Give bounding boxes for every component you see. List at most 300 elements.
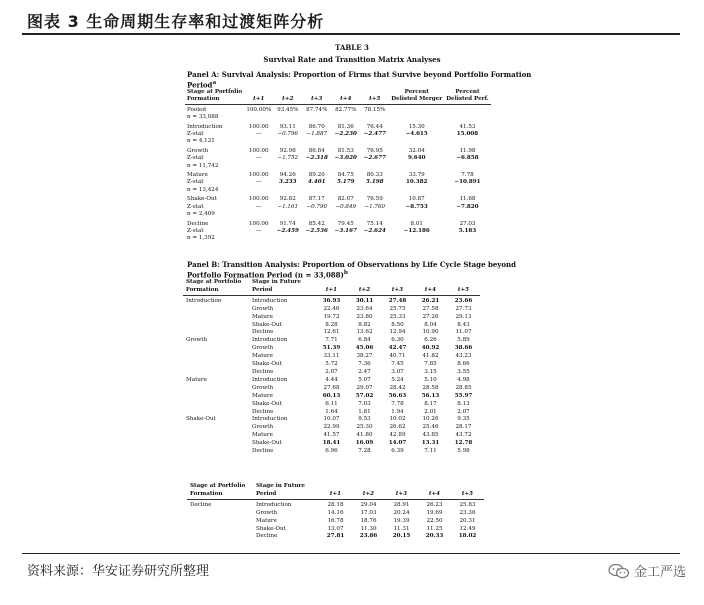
table-cell xyxy=(183,432,249,440)
table-cell xyxy=(183,314,249,322)
table-cell: −1.161 xyxy=(277,203,299,210)
table-cell: 85.42 xyxy=(308,220,325,227)
sample-size: n = 2,409 xyxy=(187,211,215,218)
table-cell: 7.45 xyxy=(391,361,404,368)
future-stage-label: Introduction xyxy=(252,416,288,423)
future-stage-label: Introduction xyxy=(252,376,288,383)
table-cell xyxy=(183,393,249,401)
table-row xyxy=(185,131,491,138)
table-cell: 9.640 xyxy=(407,155,426,162)
table-cell: 8.01 xyxy=(410,220,423,227)
column-header: t+4 xyxy=(331,96,360,104)
table-cell: 89.20 xyxy=(308,172,325,179)
table-cell: 92.98 xyxy=(279,147,296,154)
table-cell: — xyxy=(255,131,262,138)
table-cell: 25.83 xyxy=(459,501,476,508)
table-row xyxy=(185,124,491,131)
table-cell: −7.820 xyxy=(456,203,479,210)
table-cell: −10.891 xyxy=(454,179,481,186)
table-cell: 25.30 xyxy=(356,424,373,431)
column-header: Stage at Portfolio xyxy=(190,483,246,489)
table-cell xyxy=(444,107,491,114)
table-cell: −2.230 xyxy=(334,131,357,138)
table-row xyxy=(183,329,480,337)
table-cell: −2.624 xyxy=(363,227,386,234)
column-header: Delisted Perf. xyxy=(446,96,489,103)
table-cell: 42.47 xyxy=(388,345,407,352)
table-cell: 87.17 xyxy=(308,196,325,203)
table-cell: 20.31 xyxy=(459,517,476,524)
table-cell: 33.79 xyxy=(408,172,425,179)
table-cell: 10.02 xyxy=(389,416,406,423)
column-header xyxy=(302,89,331,96)
table-row xyxy=(185,235,491,242)
table-row xyxy=(185,163,491,170)
table-cell: 25.75 xyxy=(389,305,406,312)
table-cell: 81.53 xyxy=(337,147,354,154)
column-header xyxy=(348,279,381,287)
table-cell: −1.760 xyxy=(364,203,386,210)
table-cell xyxy=(187,510,253,518)
table-cell: −4.615 xyxy=(405,131,428,138)
column-header xyxy=(418,483,451,491)
table-cell: 17.03 xyxy=(360,509,377,516)
table-cell: 1.64 xyxy=(325,408,338,415)
table-cell: 13.62 xyxy=(356,329,373,336)
table-cell: 75.14 xyxy=(366,220,383,227)
row-label: Shake-Out xyxy=(187,196,217,203)
table-row xyxy=(187,510,484,518)
table-row xyxy=(183,424,480,432)
table-cell: 9.53 xyxy=(358,416,371,423)
column-header: t+4 xyxy=(414,287,447,295)
table-cell: 60.13 xyxy=(322,392,341,399)
table-cell: −8.753 xyxy=(405,203,428,210)
future-stage-label: Growth xyxy=(256,509,278,516)
table-row xyxy=(185,187,491,194)
table-cell: 40.71 xyxy=(389,353,406,360)
table-cell: 12.49 xyxy=(459,525,476,532)
table-cell: — xyxy=(255,155,262,162)
table-cell: 18.02 xyxy=(458,533,477,540)
table-cell: −2.318 xyxy=(305,155,328,162)
table-row xyxy=(183,345,480,353)
table-cell: 5.89 xyxy=(457,337,470,344)
row-label: Pooled xyxy=(187,106,206,113)
table-cell: −0.790 xyxy=(306,203,328,210)
table-cell: 45.06 xyxy=(355,345,374,352)
row-label: Decline xyxy=(190,501,212,508)
table-cell: 29.07 xyxy=(356,384,373,391)
column-header: Percent xyxy=(455,89,480,95)
table-cell: 8.04 xyxy=(424,321,437,328)
row-label: Z-stat xyxy=(187,179,204,186)
table-row xyxy=(183,440,480,448)
table-cell xyxy=(183,369,249,377)
sample-size: n = 1,392 xyxy=(187,235,215,242)
future-stage-label: Introduction xyxy=(252,337,288,344)
figure-title: 图表 3 生命周期生存率和过渡矩阵分析 xyxy=(27,12,325,31)
table-cell: — xyxy=(255,227,262,234)
table-cell: −1.887 xyxy=(306,131,328,138)
table-row xyxy=(185,196,491,203)
table-cell: 40.92 xyxy=(421,345,440,352)
column-header: t+2 xyxy=(273,96,302,104)
table-cell: 76.44 xyxy=(366,123,383,130)
table-cell: 23.36 xyxy=(459,509,476,516)
table-cell: 20.15 xyxy=(392,533,411,540)
table-cell: 10.87 xyxy=(408,196,425,203)
table-row xyxy=(185,211,491,218)
table-cell: 5.07 xyxy=(358,376,371,383)
column-header: t+5 xyxy=(451,491,484,499)
table-cell: 100.00% xyxy=(246,106,272,113)
column-header: Period xyxy=(253,491,319,499)
table-cell: 4.98 xyxy=(457,376,470,383)
table-cell: 5.72 xyxy=(325,361,338,368)
table-cell: 43.72 xyxy=(455,432,472,439)
table-cell: 20.33 xyxy=(425,533,444,540)
table-cell: 1.81 xyxy=(358,408,371,415)
table-cell: 94.26 xyxy=(279,172,296,179)
table-cell: 7.78 xyxy=(461,172,474,179)
table-cell: 87.74% xyxy=(306,106,328,113)
column-header xyxy=(447,279,480,287)
column-header: Delisted Merger xyxy=(391,96,443,103)
future-stage-label: Shake-Out xyxy=(256,525,286,532)
table-cell: 11.30 xyxy=(360,525,377,532)
source-note: 资料来源：华安证券研究所整理 xyxy=(27,564,210,579)
watermark-text: 金工严选 xyxy=(634,565,687,580)
table-cell: 5.183 xyxy=(458,227,477,234)
table-row xyxy=(185,221,491,228)
table-cell: 91.74 xyxy=(279,220,296,227)
table-cell: 23.80 xyxy=(356,313,373,320)
table-cell: 7.78 xyxy=(391,400,404,407)
table-row xyxy=(185,114,491,121)
row-label: Z-stat xyxy=(187,227,204,234)
future-stage-label: Mature xyxy=(252,432,273,439)
column-header: Stage in Future xyxy=(252,279,301,285)
column-header: Percent xyxy=(404,89,429,95)
table-cell: 5.10 xyxy=(424,376,437,383)
table-cell: −0.849 xyxy=(335,203,357,210)
table-cell: 6.11 xyxy=(325,400,338,407)
table-cell: 7.85 xyxy=(424,361,437,368)
table-cell: −6.858 xyxy=(456,155,479,162)
table-cell: 2.07 xyxy=(325,368,338,375)
row-label: Growth xyxy=(187,147,209,154)
row-label: Z-stat xyxy=(187,155,204,162)
row-label: Introduction xyxy=(186,297,222,304)
table-row xyxy=(185,228,491,235)
table-cell: 27.48 xyxy=(388,297,407,304)
table-cell: −2.459 xyxy=(276,227,299,234)
table-cell xyxy=(183,440,249,448)
future-stage-label: Mature xyxy=(252,353,273,360)
column-header: t+2 xyxy=(352,491,385,499)
future-stage-label: Growth xyxy=(252,424,274,431)
table-cell: 27.58 xyxy=(422,305,439,312)
future-stage-label: Mature xyxy=(252,392,273,399)
table-cell: 18.41 xyxy=(322,440,341,447)
table-cell: 93.11 xyxy=(279,123,296,130)
table-cell xyxy=(183,424,249,432)
column-header xyxy=(381,279,414,287)
column-header xyxy=(315,279,348,287)
column-header: t+4 xyxy=(418,491,451,499)
table-cell: 9.35 xyxy=(457,416,470,423)
table-row xyxy=(183,416,480,424)
column-header xyxy=(414,279,447,287)
table-cell: 100.00 xyxy=(248,220,269,227)
table-row xyxy=(185,155,491,162)
table-cell: 79.45 xyxy=(337,220,354,227)
table-cell: 2.01 xyxy=(424,408,437,415)
column-header: t+3 xyxy=(302,96,331,104)
table-cell: 16.78 xyxy=(327,517,344,524)
table-cell: 23.64 xyxy=(356,305,373,312)
table-row xyxy=(185,172,491,179)
row-label: Z-stat xyxy=(187,131,204,138)
column-header: Period xyxy=(249,287,315,295)
table-cell xyxy=(183,353,249,361)
table-row xyxy=(183,361,480,369)
column-header: t+5 xyxy=(360,96,389,104)
table-cell: 26.21 xyxy=(421,297,440,304)
table-cell: 23.66 xyxy=(454,297,473,304)
table-cell: 100.00 xyxy=(248,196,269,203)
table-row xyxy=(183,306,480,314)
table-cell xyxy=(187,533,253,541)
table-cell: 6.30 xyxy=(391,337,404,344)
table-row xyxy=(185,138,491,145)
table-cell xyxy=(183,361,249,369)
table-cell: 7.71 xyxy=(325,337,338,344)
table-cell: 41.57 xyxy=(323,432,340,439)
table-cell: 15.30 xyxy=(408,123,425,130)
watermark xyxy=(608,561,686,580)
table-row xyxy=(183,401,480,409)
table-cell: 28.58 xyxy=(422,384,439,391)
row-label: Introduction xyxy=(187,123,223,130)
table-cell: 100.00 xyxy=(248,123,269,130)
table-cell: 41.53 xyxy=(459,123,476,130)
table-cell: 41.80 xyxy=(356,432,373,439)
table-cell: 56.63 xyxy=(388,392,407,399)
row-label: Mature xyxy=(187,172,208,179)
column-header: t+2 xyxy=(348,287,381,295)
table-cell: 55.97 xyxy=(454,392,473,399)
table-cell: 28.17 xyxy=(455,424,472,431)
table-cell: 38.27 xyxy=(356,353,373,360)
table-cell xyxy=(183,401,249,409)
column-header: Stage at Portfolio xyxy=(187,89,243,95)
table-cell: 8.50 xyxy=(391,321,404,328)
column-header: Formation xyxy=(187,491,253,499)
table-row xyxy=(183,432,480,440)
table-cell: 28.85 xyxy=(455,384,472,391)
table-cell: 27.26 xyxy=(422,313,439,320)
table-cell xyxy=(183,409,249,417)
column-header: t+1 xyxy=(244,96,273,104)
table-cell: 32.04 xyxy=(408,147,425,154)
table-cell: 100.00 xyxy=(248,172,269,179)
row-label: Growth xyxy=(186,337,208,344)
future-stage-label: Shake-Out xyxy=(252,361,282,368)
column-header xyxy=(360,89,389,96)
table-row xyxy=(187,533,484,541)
table-row xyxy=(187,502,484,510)
table-cell: 6.39 xyxy=(391,448,404,455)
column-header: Formation xyxy=(183,287,249,295)
table-cell: 8.43 xyxy=(457,321,470,328)
table-cell xyxy=(187,526,253,534)
table-cell: 42.89 xyxy=(389,432,406,439)
table-cell: 76.95 xyxy=(366,147,383,154)
table-cell: 76.59 xyxy=(366,196,383,203)
table-cell: 29.13 xyxy=(455,313,472,320)
table-row xyxy=(185,179,491,186)
column-header xyxy=(385,483,418,491)
table-cell: 78.15% xyxy=(364,106,386,113)
table-cell: 28.91 xyxy=(393,501,410,508)
table-cell: 86.84 xyxy=(308,147,325,154)
table-cell: 11.68 xyxy=(459,196,476,203)
table-cell xyxy=(183,306,249,314)
table-cell: 22.46 xyxy=(323,305,340,312)
table-cell: 6.26 xyxy=(424,337,437,344)
table-cell: 28.18 xyxy=(327,501,344,508)
table-cell: 7.11 xyxy=(424,448,437,455)
table-cell: 8.17 xyxy=(424,400,437,407)
wechat-icon xyxy=(608,563,630,579)
table-row xyxy=(187,518,484,526)
table-cell: 81.36 xyxy=(337,123,354,130)
table-cell: 10.07 xyxy=(323,416,340,423)
table-cell: 8.66 xyxy=(457,361,470,368)
table-cell: 11.31 xyxy=(393,525,410,532)
future-stage-label: Shake-Out xyxy=(252,321,282,328)
row-label: Z-stat xyxy=(187,203,204,210)
panel-b-title: Panel B: Transition Analysis: Proportion of Observations by Life Cycle Stage beyond Portfolio Formation Period (n = 33,088)$^b$ xyxy=(187,260,517,280)
table-cell: −2.477 xyxy=(363,131,386,138)
future-stage-label: Shake-Out xyxy=(252,440,282,447)
column-header xyxy=(319,483,352,491)
table-cell: −3.167 xyxy=(334,227,357,234)
table-cell: 19.72 xyxy=(323,313,340,320)
table-row xyxy=(183,385,480,393)
table-row xyxy=(183,369,480,377)
future-stage-label: Decline xyxy=(256,533,278,540)
table-cell xyxy=(389,107,444,114)
table-cell: 19.39 xyxy=(393,517,410,524)
table-cell: 27.03 xyxy=(459,220,476,227)
column-header: t+1 xyxy=(315,287,348,295)
table-cell: 6.96 xyxy=(325,448,338,455)
table-cell: 20.24 xyxy=(393,509,410,516)
table-cell: 57.02 xyxy=(355,392,374,399)
table-cell: −3.020 xyxy=(334,155,357,162)
table-cell: 5.179 xyxy=(337,179,355,186)
column-header: t+5 xyxy=(447,287,480,295)
table-cell: 3.233 xyxy=(279,179,297,186)
table-cell: 25.33 xyxy=(389,313,406,320)
table-row xyxy=(183,409,480,417)
table-cell xyxy=(183,345,249,353)
table-cell: 11.98 xyxy=(459,147,476,154)
future-stage-label: Introduction xyxy=(256,501,292,508)
future-stage-label: Mature xyxy=(252,313,273,320)
column-header xyxy=(451,483,484,491)
panel-b-table xyxy=(183,279,480,456)
table-cell: 4.401 xyxy=(308,179,326,186)
table-cell: 27.68 xyxy=(323,384,340,391)
table-cell: 12.61 xyxy=(323,329,340,336)
panel-a-table xyxy=(185,89,491,243)
table-cell: 5.198 xyxy=(366,179,384,186)
table-cell: 10.26 xyxy=(422,416,439,423)
table-row xyxy=(185,107,491,114)
table-number: TABLE 3 xyxy=(335,43,369,52)
table-cell: 3.07 xyxy=(391,368,404,375)
sample-size: n = 4,121 xyxy=(187,138,215,145)
table-cell: 19.69 xyxy=(426,509,443,516)
table-cell: 33.11 xyxy=(323,353,340,360)
table-cell: 56.13 xyxy=(421,392,440,399)
sample-size: n = 13,424 xyxy=(187,186,219,193)
table-cell: 16.09 xyxy=(355,440,374,447)
table-cell: 82.07 xyxy=(337,196,354,203)
table-cell: 10.382 xyxy=(406,179,428,186)
future-stage-label: Decline xyxy=(252,329,274,336)
table-cell: 41.82 xyxy=(422,353,439,360)
table-cell: −1.752 xyxy=(277,155,299,162)
table-row xyxy=(183,448,480,456)
column-header xyxy=(331,89,360,96)
table-cell: 84.75 xyxy=(337,172,354,179)
table-cell: −12.186 xyxy=(403,227,430,234)
sample-size: n = 11,742 xyxy=(187,162,219,169)
table-row xyxy=(187,526,484,534)
table-cell: 92.82 xyxy=(279,196,296,203)
table-cell: 2.47 xyxy=(358,368,371,375)
row-label: Decline xyxy=(187,220,209,227)
table-row xyxy=(185,148,491,155)
column-header xyxy=(273,89,302,96)
future-stage-label: Decline xyxy=(252,368,274,375)
column-header xyxy=(352,483,385,491)
table-cell: 10.90 xyxy=(422,329,439,336)
future-stage-label: Decline xyxy=(252,448,274,455)
table-cell: 36.93 xyxy=(322,297,341,304)
future-stage-label: Mature xyxy=(256,517,277,524)
table-row xyxy=(183,314,480,322)
table-cell xyxy=(183,329,249,337)
table-cell: 28.42 xyxy=(389,384,406,391)
table-cell: 2.07 xyxy=(457,408,470,415)
table-cell: 30.11 xyxy=(355,297,374,304)
column-header: Formation xyxy=(185,96,244,104)
future-stage-label: Decline xyxy=(252,408,274,415)
table-cell: 13.07 xyxy=(327,525,344,532)
table-row xyxy=(183,337,480,345)
column-header: t+3 xyxy=(381,287,414,295)
table-cell: 43.85 xyxy=(422,432,439,439)
table-cell: 27.73 xyxy=(455,305,472,312)
table-cell xyxy=(183,385,249,393)
table-cell: 82.77% xyxy=(335,106,357,113)
